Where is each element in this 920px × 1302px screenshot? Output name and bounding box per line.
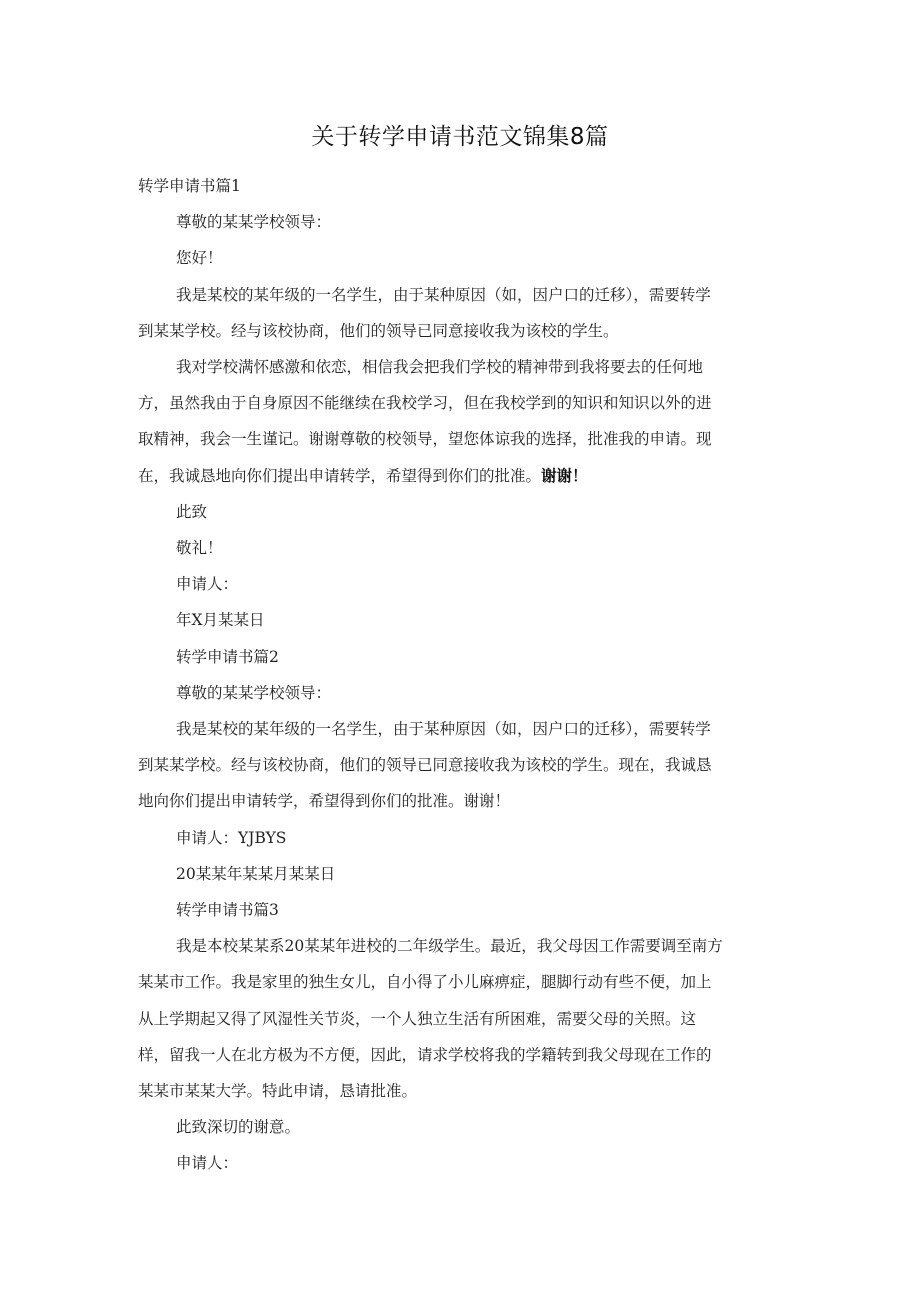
- paragraph-line: 地向你们提出申请转学，希望得到你们的批准。谢谢！: [138, 792, 511, 811]
- thanks-text: 谢谢！: [541, 465, 588, 485]
- paragraph-line: 方，虽然我由于自身原因不能继续在我校学习，但在我校学到的知识和知识以外的进: [138, 394, 712, 413]
- paragraph-line: 样，留我一人在北方极为不方便，因此，请求学校将我的学籍转到我父母现在工作的: [138, 1045, 712, 1064]
- document-body: [138, 168, 780, 1182]
- paragraph-text: 在，我诚恳地向你们提出申请转学，希望得到你们的批准。: [138, 466, 542, 485]
- salutation: 尊敬的某某学校领导：: [176, 683, 332, 702]
- paragraph-line: 我是某校的某年级的一名学生，由于某种原因（如，因户口的迁移），需要转学: [176, 720, 711, 739]
- paragraph-line: [138, 458, 780, 494]
- document-title: 关于转学申请书范文锦集8篇: [311, 124, 609, 150]
- salutation: 尊敬的某某学校领导：: [176, 213, 332, 232]
- paragraph-line: 到某某学校。经与该校协商，他们的领导已同意接收我为该校的学生。现在，我诚恳: [138, 756, 712, 775]
- section-heading: 转学申请书篇2: [176, 647, 279, 666]
- paragraph-line: 取精神，我会一生谨记。谢谢尊敬的校领导，望您体谅我的选择，批准我的申请。现: [138, 430, 712, 449]
- paragraph-line: 我是本校某某系20某某年进校的二年级学生。最近，我父母因工作需要调至南方: [176, 937, 723, 956]
- paragraph-line: 我是某校的某年级的一名学生，由于某种原因（如，因户口的迁移），需要转学: [176, 285, 711, 304]
- paragraph-line: 我对学校满怀感激和依恋，相信我会把我们学校的精神带到我将要去的任何地: [176, 358, 704, 377]
- paragraph: [138, 928, 780, 1109]
- applicant-line: 申请人：YJBYS: [176, 828, 287, 847]
- greeting: 您好！: [176, 249, 223, 268]
- paragraph-line: 到某某学校。经与该校协商，他们的领导已同意接收我为该校的学生。: [138, 321, 619, 340]
- section-heading: 转学申请书篇1: [138, 177, 241, 195]
- date-line: 年X月某某日: [176, 611, 265, 630]
- closing-line: 敬礼！: [176, 539, 223, 558]
- paragraph: [138, 349, 780, 494]
- paragraph-line: 某某市工作。我是家里的独生女儿，自小得了小儿麻痹症，腿脚行动有些不便，加上: [138, 973, 712, 992]
- paragraph-line: 从上学期起又得了风湿性关节炎，一个人独立生活有所困难，需要父母的关照。这: [138, 1009, 697, 1028]
- closing-line: 此致: [176, 502, 208, 521]
- closing-line: 此致深切的谢意。: [176, 1118, 301, 1137]
- applicant-line: 申请人：: [176, 575, 239, 594]
- paragraph-line: 某某市某某大学。特此申请，恳请批准。: [138, 1082, 418, 1101]
- date-line: 20某某年某某月某某日: [176, 864, 336, 883]
- section-heading: 转学申请书篇3: [176, 901, 279, 920]
- paragraph: [138, 711, 780, 820]
- paragraph: [138, 277, 780, 349]
- applicant-line: 申请人：: [176, 1154, 239, 1173]
